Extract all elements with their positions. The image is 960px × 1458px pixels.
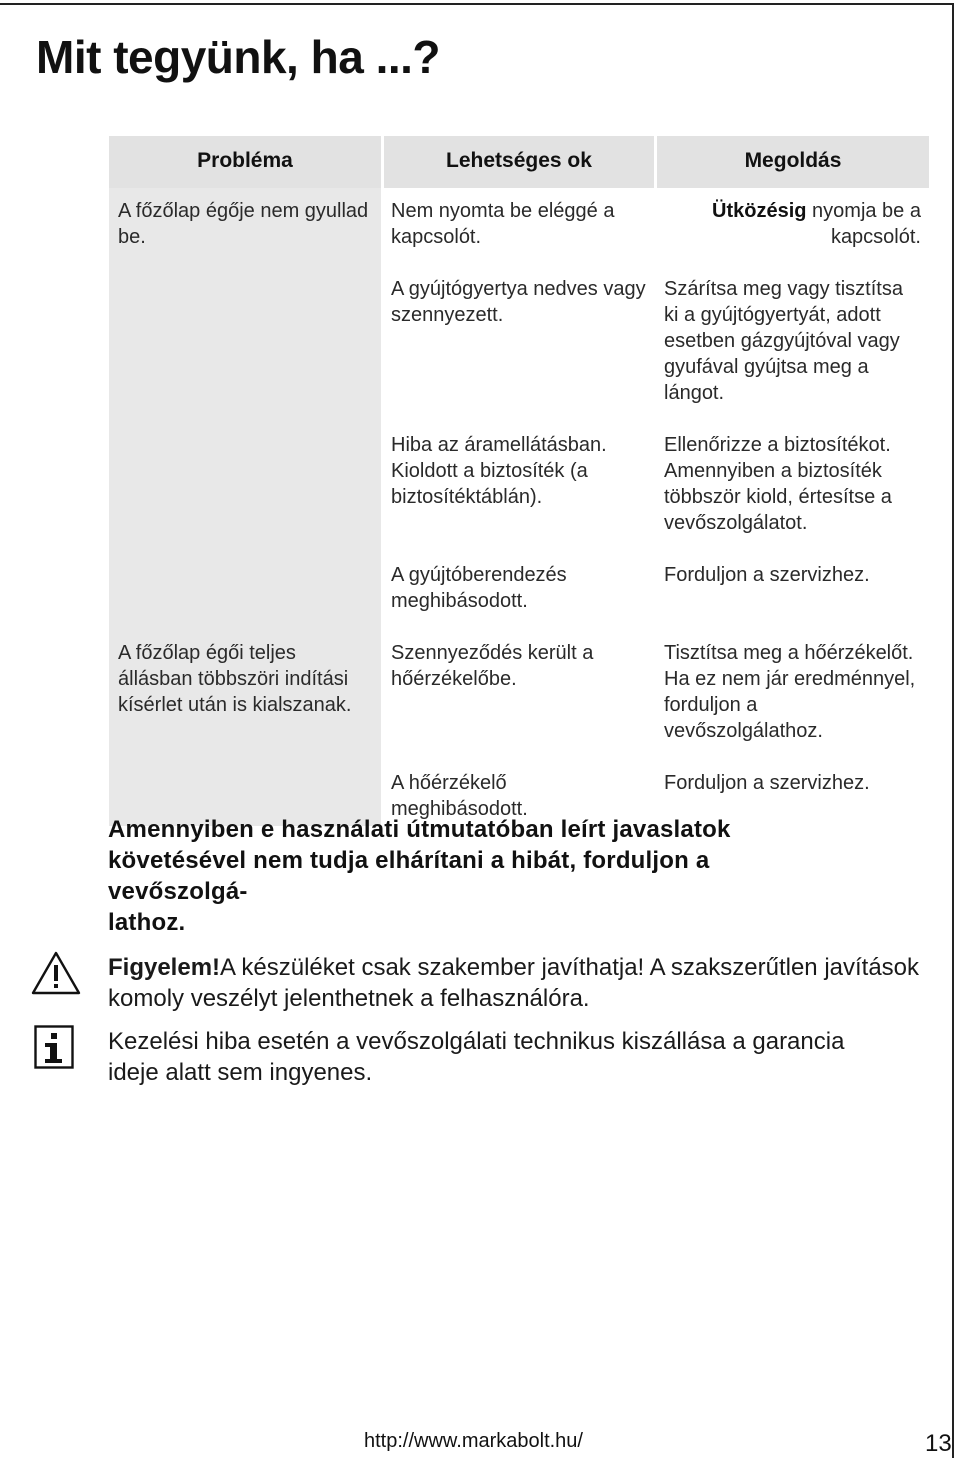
warning-lead: Figyelem! xyxy=(108,954,221,981)
right-border-rule xyxy=(952,3,954,1458)
solution-cell: Forduljon a szervizhez. xyxy=(657,552,929,630)
header-problem: Probléma xyxy=(109,136,381,188)
problem-cell: A főzőlap égője nem gyullad be. xyxy=(109,188,381,630)
service-notice xyxy=(108,814,828,938)
notice-line: Amennyiben e használati útmutatóban leírt javaslatok xyxy=(108,816,731,843)
cause-cell: A hőérzékelő meghibásodott. xyxy=(384,760,654,826)
solution-text: nyomja be a kapcsolót. xyxy=(812,200,921,248)
table-header-row xyxy=(109,136,929,188)
table-row xyxy=(109,630,929,760)
warning-triangle-icon xyxy=(30,950,82,996)
cause-cell: A gyújtóberendezés meghibásodott. xyxy=(384,552,654,630)
solution-cell: Tisztítsa meg a hőérzékelőt. Ha ez nem jár eredménnyel, forduljon a vevőszolgálathoz. xyxy=(657,630,929,760)
warning-body: A készüléket csak szakember javíthatja! A szakszerűtlen javítások komoly veszélyt jelenthetnek a felhasználóra. xyxy=(108,954,920,1012)
solution-cell xyxy=(657,188,929,266)
notice-line: vevőszolgá- xyxy=(108,878,248,905)
problem-cell: A főzőlap égői teljes állásban többszöri indítási kísérlet után is kialszanak. xyxy=(109,630,381,826)
solution-cell: Szárítsa meg vagy tisztítsa ki a gyújtógyertyát, adott esetben gázgyújtóval vagy gyufával gyújtsa meg a lángot. xyxy=(657,266,929,422)
cause-cell: Nem nyomta be eléggé a kapcsolót. xyxy=(384,188,654,266)
footer-url[interactable]: http://www.markabolt.hu/ xyxy=(364,1430,583,1452)
solution-cell: Ellenőrizze a biztosítékot. Amennyiben a biztosíték többször kiold, értesítse a vevőszolgálatot. xyxy=(657,422,929,552)
cause-cell: Hiba az áramellátásban. Kioldott a biztosíték (a biztosítéktáblán). xyxy=(384,422,654,552)
notice-line: követésével nem tudja elhárítani a hibát, forduljon a xyxy=(108,847,710,874)
cause-cell: A gyújtógyertya nedves vagy szennyezett. xyxy=(384,266,654,422)
top-border-rule xyxy=(0,3,953,5)
table-row xyxy=(109,188,929,266)
info-icon xyxy=(34,1025,74,1069)
page-title: Mit tegyünk, ha ...? xyxy=(36,31,441,83)
solution-emphasis: Ütközésig xyxy=(712,200,807,222)
notice-line: lathoz. xyxy=(108,909,186,936)
solution-cell: Forduljon a szervizhez. xyxy=(657,760,929,826)
header-cause: Lehetséges ok xyxy=(384,136,654,188)
warning-text xyxy=(108,952,928,1014)
page-number: 13 xyxy=(925,1430,952,1457)
header-solution: Megoldás xyxy=(657,136,929,188)
cause-cell: Szennyeződés került a hőérzékelőbe. xyxy=(384,630,654,760)
info-text: Kezelési hiba esetén a vevőszolgálati technikus kiszállása a garancia ideje alatt sem ingyenes. xyxy=(108,1028,845,1086)
troubleshooting-table xyxy=(106,136,932,826)
